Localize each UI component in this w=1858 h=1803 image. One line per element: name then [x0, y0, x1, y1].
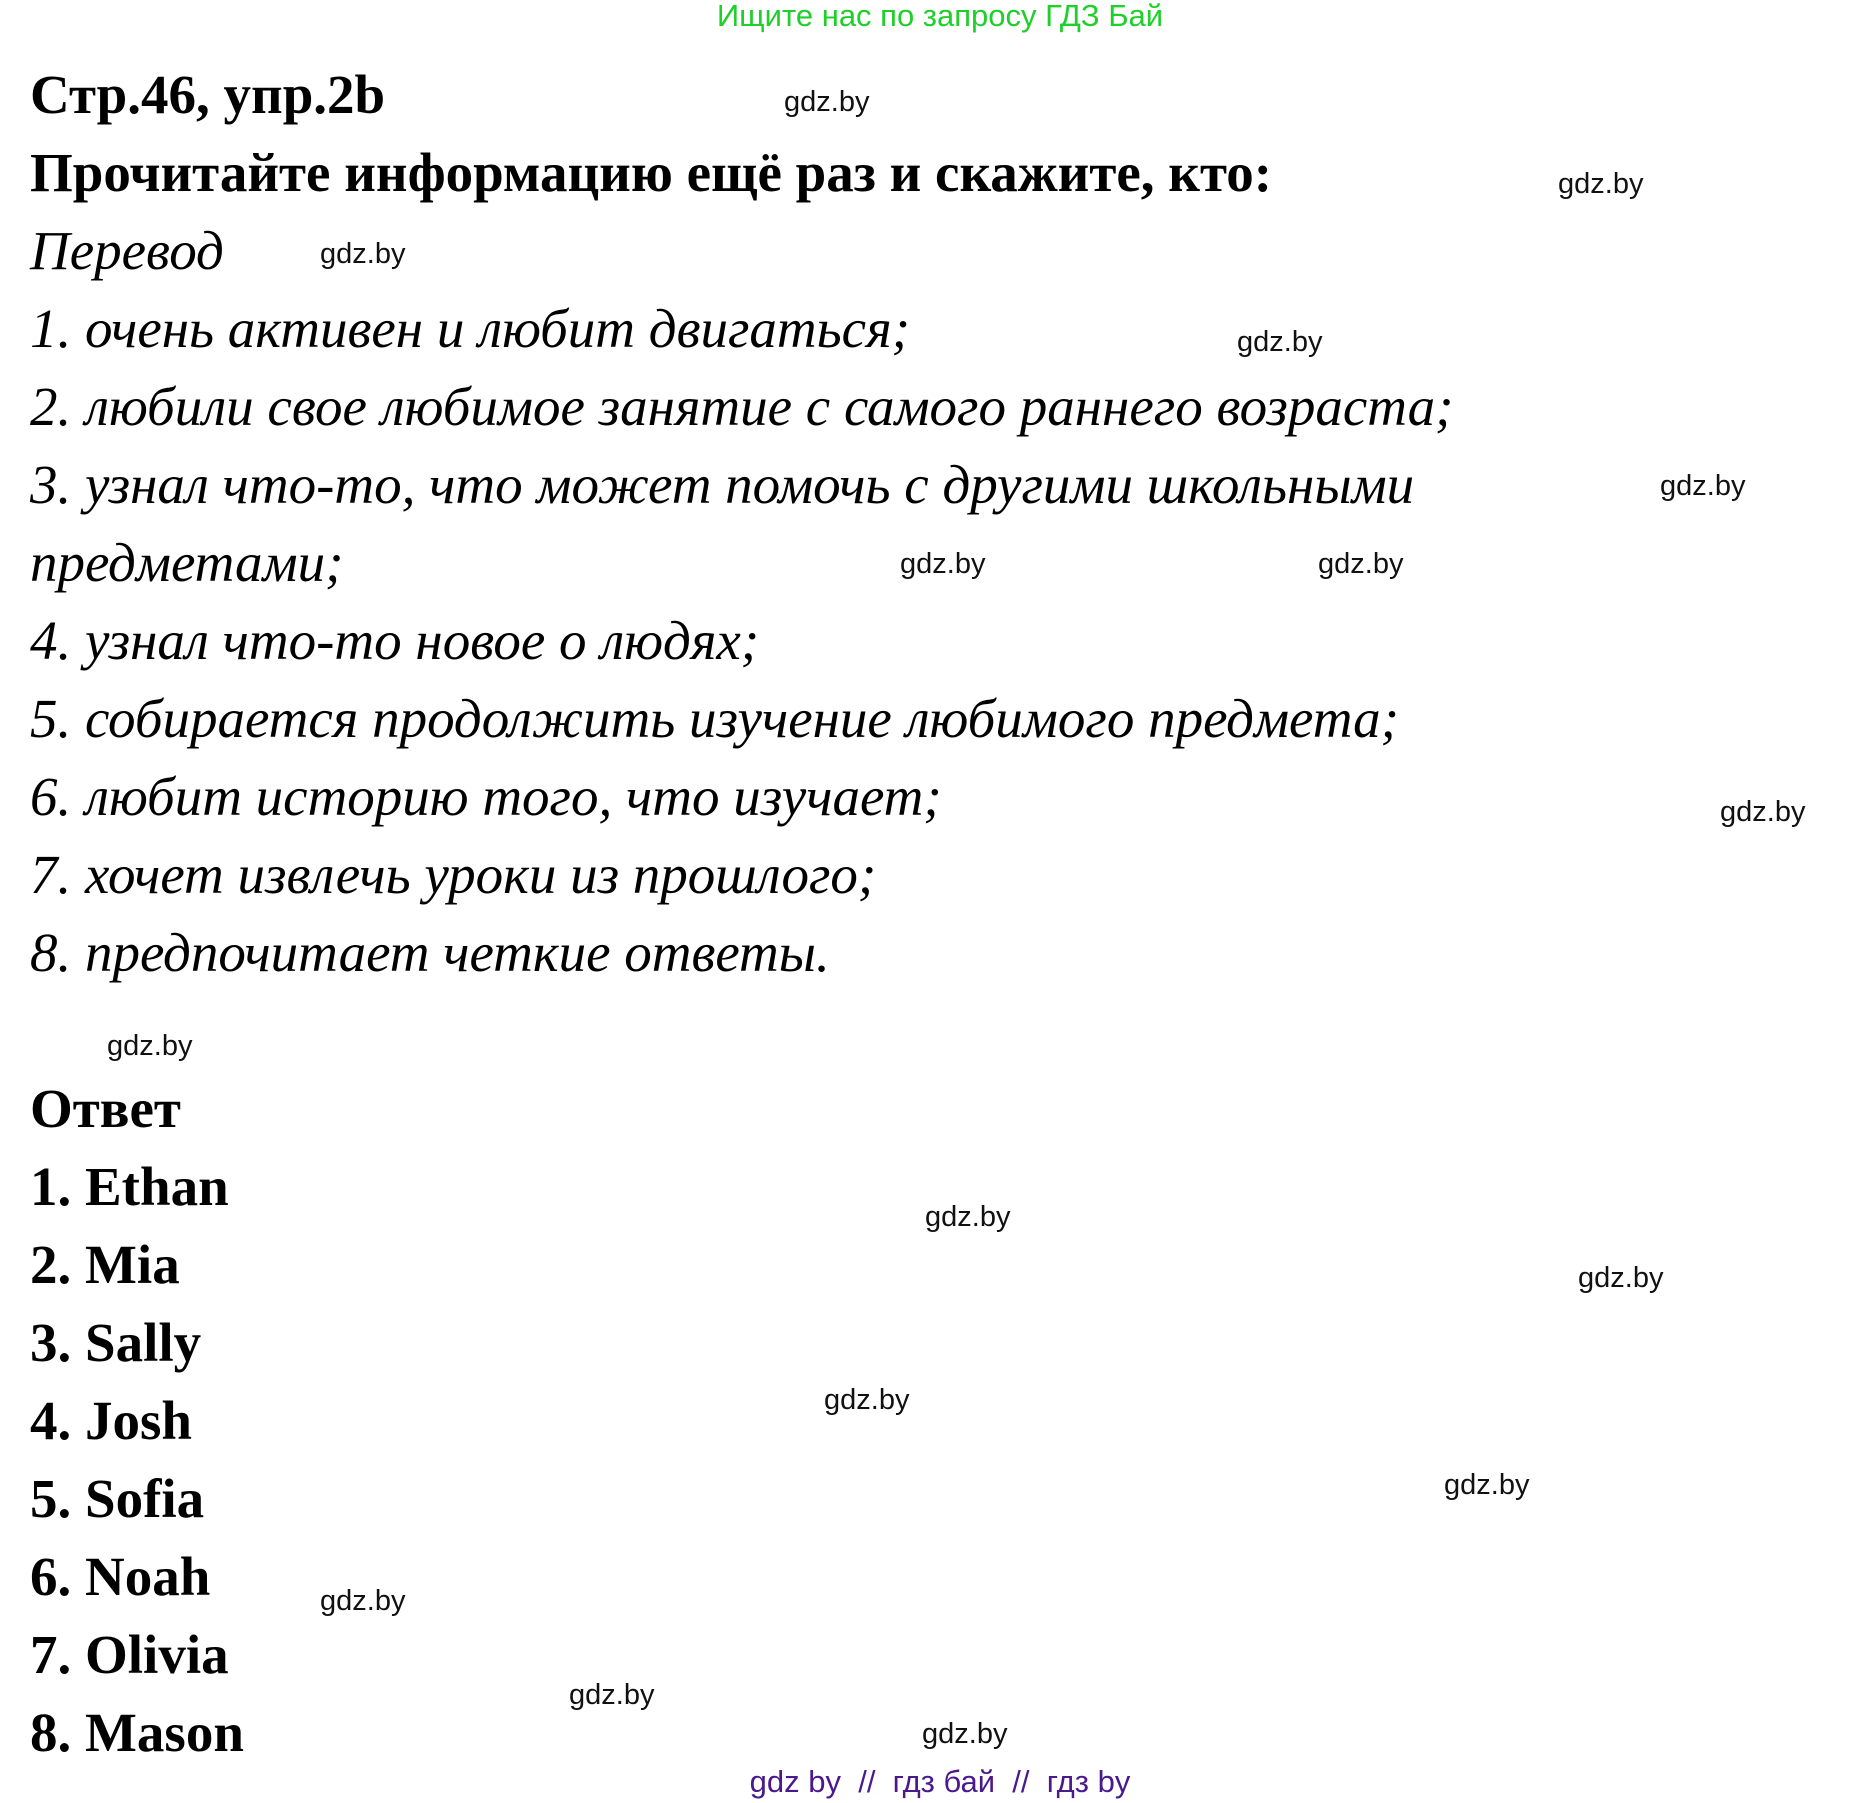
watermark: gdz.by [1660, 470, 1746, 502]
translation-item: 7. хочет извлечь уроки из прошлого; [30, 844, 877, 905]
watermark: gdz.by [900, 548, 986, 580]
translation-item: 1. очень активен и любит двигаться; [30, 298, 910, 359]
instruction: Прочитайте информацию ещё раз и скажите, кто: [30, 142, 1273, 203]
watermark: gdz.by [1558, 168, 1644, 200]
watermark: gdz.by [925, 1201, 1011, 1233]
translation-item: 3. узнал что-то, что может помочь с другими школьными [30, 454, 1415, 515]
answer-item: 2. Mia [30, 1234, 180, 1295]
page-title: Стр.46, упр.2b [30, 64, 386, 125]
answer-item: 1. Ethan [30, 1156, 229, 1217]
answer-item: 7. Olivia [30, 1624, 229, 1685]
spacer [30, 992, 1453, 1070]
watermark: gdz.by [784, 86, 870, 118]
watermark: gdz.by [922, 1718, 1008, 1750]
watermark: gdz.by [1720, 796, 1806, 828]
watermark: gdz.by [1237, 326, 1323, 358]
watermark: gdz.by [1318, 548, 1404, 580]
translation-item: 6. любит историю того, что изучает; [30, 766, 942, 827]
watermark: gdz.by [320, 1585, 406, 1617]
watermark: gdz.by [1444, 1469, 1530, 1501]
answer-label: Ответ [30, 1078, 181, 1139]
footer-links[interactable]: gdz by // гдз бай // гдз by [749, 1764, 1131, 1799]
answer-item: 6. Noah [30, 1546, 211, 1607]
watermark: gdz.by [824, 1384, 910, 1416]
exercise-content [30, 56, 1453, 1772]
translation-label: Перевод [30, 220, 224, 281]
translation-item: 2. любили свое любимое занятие с самого раннего возраста; [30, 376, 1454, 437]
answer-item: 4. Josh [30, 1390, 192, 1451]
watermark: gdz.by [1578, 1262, 1664, 1294]
watermark: gdz.by [569, 1679, 655, 1711]
search-banner[interactable]: Ищите нас по запросу ГДЗ Бай [716, 0, 1164, 33]
translation-item: предметами; [30, 532, 344, 593]
translation-item: 5. собирается продолжить изучение любимого предмета; [30, 688, 1399, 749]
answer-item: 5. Sofia [30, 1468, 205, 1529]
answer-item: 8. Mason [30, 1702, 244, 1763]
answer-item: 3. Sally [30, 1312, 202, 1373]
watermark: gdz.by [320, 238, 406, 270]
watermark: gdz.by [107, 1030, 193, 1062]
translation-item: 8. предпочитает четкие ответы. [30, 922, 830, 983]
translation-item: 4. узнал что-то новое о людях; [30, 610, 760, 671]
